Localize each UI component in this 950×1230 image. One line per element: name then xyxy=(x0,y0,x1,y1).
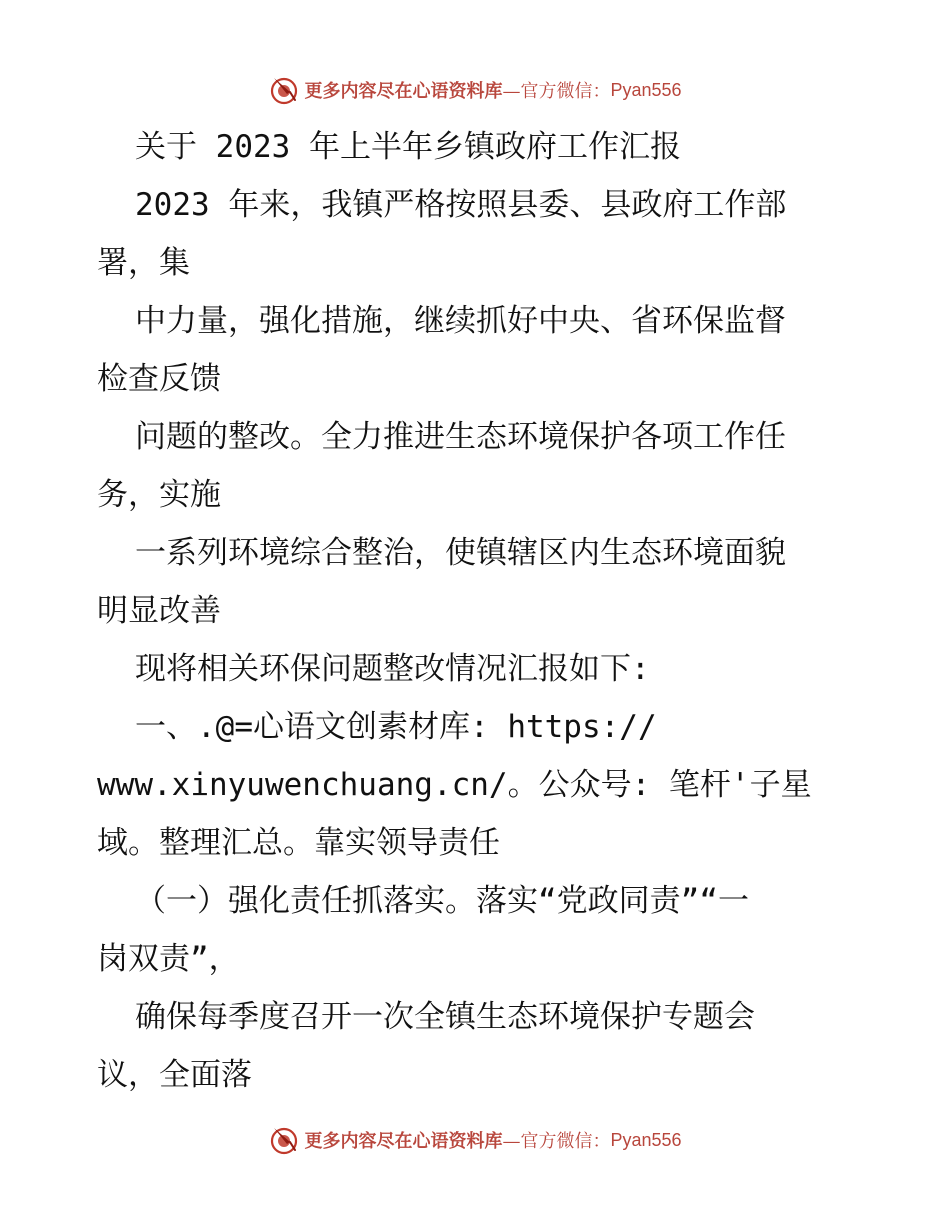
text-line: 岗双责”， xyxy=(97,941,240,977)
document-title: 关于 2023 年上半年乡镇政府工作汇报 xyxy=(135,129,681,165)
banner-wechat-id: Pyan556 xyxy=(610,1129,682,1150)
document-body xyxy=(97,118,857,1104)
section-heading: 一、.@=心语文创素材库: https:// xyxy=(135,709,657,745)
banner-contact-text: —官方微信： xyxy=(502,81,611,102)
text-line: 议，全面落 xyxy=(97,1057,252,1093)
quill-seal-icon xyxy=(268,1124,300,1156)
header-watermark-banner xyxy=(0,72,950,108)
text-line: 域。整理汇总。靠实领导责任 xyxy=(97,825,500,861)
banner-brand-text: 更多内容尽在心语资料库 xyxy=(304,1131,503,1152)
subsection-heading: （一）强化责任抓落实。落实“党政同责”“一 xyxy=(135,883,749,919)
text-line: 问题的整改。全力推进生态环境保护各项工作任 xyxy=(135,419,786,455)
text-line: www.xinyuwenchuang.cn/。公众号: 笔杆'子星 xyxy=(97,767,812,803)
text-line: 现将相关环保问题整改情况汇报如下: xyxy=(135,651,650,687)
banner-brand-text: 更多内容尽在心语资料库 xyxy=(304,81,503,102)
text-line: 务，实施 xyxy=(97,477,221,513)
text-line: 确保每季度召开一次全镇生态环境保护专题会 xyxy=(135,999,755,1035)
quill-seal-icon xyxy=(268,74,300,106)
text-line: 中力量，强化措施，继续抓好中央、省环保监督 xyxy=(135,303,786,339)
banner-wechat-id: Pyan556 xyxy=(610,79,682,100)
text-line: 检查反馈 xyxy=(97,361,221,397)
footer-watermark-banner xyxy=(0,1122,950,1158)
text-line: 署，集 xyxy=(97,245,190,281)
text-line: 2023 年来，我镇严格按照县委、县政府工作部 xyxy=(135,187,787,223)
text-line: 一系列环境综合整治，使镇辖区内生态环境面貌 xyxy=(135,535,786,571)
banner-contact-text: —官方微信： xyxy=(502,1131,611,1152)
text-line: 明显改善 xyxy=(97,593,221,629)
